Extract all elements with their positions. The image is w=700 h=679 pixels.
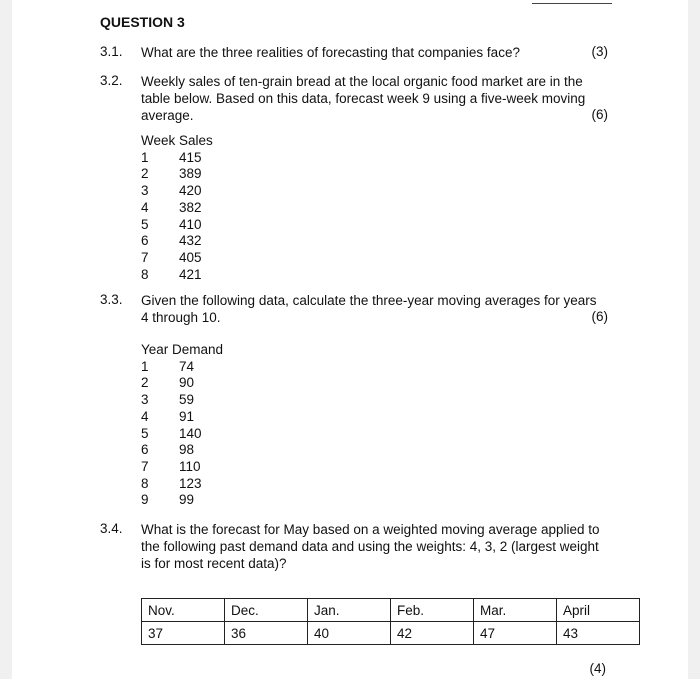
year-demand-key: 3 [141, 392, 149, 408]
months-row [142, 599, 640, 622]
year-demand-value: 59 [179, 392, 195, 408]
year-demand-key: 8 [141, 475, 149, 491]
month-cell: Jan. [308, 599, 391, 622]
week-sales-value: 421 [179, 266, 202, 282]
q32-number: 3.2. [100, 73, 123, 88]
year-demand-value: 99 [179, 492, 195, 508]
q34-number: 3.4. [100, 521, 123, 536]
year-demand-value: 90 [179, 375, 195, 391]
year-demand-row [141, 476, 223, 493]
demand-cell: 40 [308, 622, 391, 645]
week-sales-value: 415 [179, 149, 202, 165]
q31-number: 3.1. [100, 44, 123, 59]
q32-text: Weekly sales of ten-grain bread at the local organic food market are in the table below. Based on this data, forecast week 9 using a five-week moving average. [141, 74, 586, 123]
year-demand-key: 5 [141, 425, 149, 441]
year-demand-key: 6 [141, 442, 149, 458]
q31-text: What are the three realities of forecasting that companies face? [141, 45, 520, 60]
week-sales-key: 3 [141, 183, 149, 199]
year-demand-value: 91 [179, 408, 195, 424]
monthly-demand-table [141, 598, 640, 645]
week-sales-key: 1 [141, 149, 149, 165]
month-cell: Dec. [225, 599, 308, 622]
q33-number: 3.3. [100, 292, 123, 307]
year-demand-value: 74 [179, 358, 195, 374]
year-demand-header: Year Demand [141, 342, 224, 357]
year-demand-row [141, 359, 223, 376]
week-sales-value: 382 [179, 199, 202, 215]
year-demand-key: 1 [141, 358, 149, 374]
demand-cell: 36 [225, 622, 308, 645]
q33-marks: (6) [591, 309, 608, 324]
week-sales-value: 389 [179, 166, 202, 182]
week-sales-row [141, 166, 213, 183]
month-cell: April [557, 599, 640, 622]
week-sales-value: 410 [179, 216, 202, 232]
week-sales-header: Week Sales [141, 133, 213, 148]
week-sales-key: 5 [141, 216, 149, 232]
year-demand-row [141, 492, 223, 509]
week-sales-key: 7 [141, 249, 149, 265]
year-demand-key: 9 [141, 492, 149, 508]
q31-marks: (3) [591, 44, 608, 59]
year-demand-row [141, 426, 223, 443]
week-sales-row [141, 200, 213, 217]
demand-cell: 43 [557, 622, 640, 645]
week-sales-key: 6 [141, 233, 149, 249]
week-sales-key: 2 [141, 166, 149, 182]
week-sales-table [141, 133, 213, 283]
year-demand-value: 140 [179, 425, 202, 441]
q32-marks: (6) [591, 107, 608, 122]
q34-text: What is the forecast for May based on a weighted moving average applied to the following past demand data and using the weights: 4, 3, 2 (largest weight is for most recent data)? [141, 522, 600, 571]
month-cell: Feb. [391, 599, 474, 622]
week-sales-row [141, 150, 213, 167]
month-cell: Mar. [474, 599, 557, 622]
week-sales-row [141, 217, 213, 234]
year-demand-row [141, 375, 223, 392]
question-heading: QUESTION 3 [100, 14, 185, 30]
year-demand-row [141, 442, 223, 459]
year-demand-value: 98 [179, 442, 195, 458]
values-row [142, 622, 640, 645]
month-cell: Nov. [142, 599, 225, 622]
week-sales-row [141, 250, 213, 267]
week-sales-value: 405 [179, 249, 202, 265]
week-sales-row [141, 183, 213, 200]
q33-text: Given the following data, calculate the three-year moving averages for years 4 through 10. [141, 293, 597, 325]
year-demand-row [141, 459, 223, 476]
year-demand-key: 4 [141, 408, 149, 424]
week-sales-value: 432 [179, 233, 202, 249]
week-sales-row [141, 233, 213, 250]
week-sales-key: 8 [141, 266, 149, 282]
year-demand-value: 110 [179, 458, 201, 474]
week-sales-value: 420 [179, 183, 202, 199]
year-demand-row [141, 392, 223, 409]
year-demand-value: 123 [179, 475, 202, 491]
year-demand-key: 2 [141, 375, 149, 391]
demand-cell: 42 [391, 622, 474, 645]
demand-cell: 47 [474, 622, 557, 645]
q34-marks: (4) [589, 661, 606, 676]
week-sales-key: 4 [141, 199, 149, 215]
year-demand-key: 7 [141, 458, 149, 474]
header-rule [532, 0, 612, 4]
document-page [12, 0, 688, 679]
week-sales-row [141, 267, 213, 284]
year-demand-row [141, 409, 223, 426]
demand-cell: 37 [142, 622, 225, 645]
year-demand-table [141, 342, 223, 509]
